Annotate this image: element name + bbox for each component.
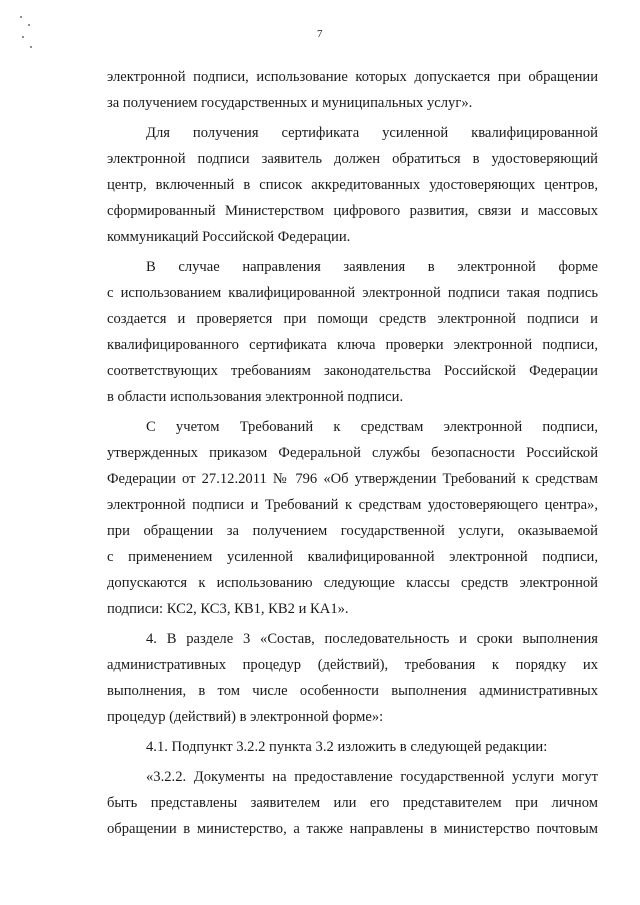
text-line: выполнения, в том числе особенности выполнения административных bbox=[107, 683, 598, 699]
text-line: Федерации от 27.12.2011 № 796 «Об утверждении Требований к средствам bbox=[107, 471, 598, 487]
paragraph bbox=[107, 764, 598, 842]
text-line: Для получения сертификата усиленной квалифицированной bbox=[146, 125, 598, 141]
text-line: обращении в министерство, а также направлены в министерство почтовым bbox=[107, 821, 598, 837]
text-line: административных процедур (действий), требования к порядку их bbox=[107, 657, 598, 673]
text-line: электронной подписи заявитель должен обратиться в удостоверяющий bbox=[107, 151, 598, 167]
text-line: в области использования электронной подписи. bbox=[107, 389, 404, 405]
text-line: утвержденных приказом Федеральной службы безопасности Российской bbox=[107, 445, 598, 461]
scan-speck bbox=[28, 24, 30, 26]
text-line: процедур (действий) в электронной форме»: bbox=[107, 709, 384, 725]
text-line: электронной подписи и Требований к средствам удостоверяющего центра», bbox=[107, 497, 598, 513]
paragraph bbox=[107, 254, 598, 410]
paragraph bbox=[107, 626, 598, 730]
text-line: 4.1. Подпункт 3.2.2 пункта 3.2 изложить в следующей редакции: bbox=[146, 739, 548, 755]
paragraph bbox=[107, 734, 598, 760]
text-line: создается и проверяется при помощи средств электронной подписи и bbox=[107, 311, 598, 327]
text-line: с использованием квалифицированной электронной подписи такая подпись bbox=[107, 285, 598, 301]
paragraph bbox=[107, 64, 598, 116]
text-line: за получением государственных и муниципальных услуг». bbox=[107, 95, 473, 111]
text-line: «3.2.2. Документы на предоставление государственной услуги могут bbox=[146, 769, 598, 785]
text-line: С учетом Требований к средствам электронной подписи, bbox=[146, 419, 598, 435]
text-line: с применением усиленной квалифицированной электронной подписи, bbox=[107, 549, 598, 565]
scan-speck bbox=[30, 46, 32, 48]
text-line: коммуникаций Российской Федерации. bbox=[107, 229, 351, 245]
text-line: центр, включенный в список аккредитованных удостоверяющих центров, bbox=[107, 177, 598, 193]
text-line: при обращении за получением государственной услуги, оказываемой bbox=[107, 523, 598, 539]
document-body bbox=[107, 64, 598, 842]
text-line: квалифицированного сертификата ключа проверки электронной подписи, bbox=[107, 337, 598, 353]
text-line: быть представлены заявителем или его представителем при личном bbox=[107, 795, 598, 811]
text-line: соответствующих требованиям законодательства Российской Федерации bbox=[107, 363, 598, 379]
text-line: сформированный Министерством цифрового развития, связи и массовых bbox=[107, 203, 598, 219]
paragraph bbox=[107, 120, 598, 250]
scan-speck bbox=[20, 16, 22, 18]
text-line: допускаются к использованию следующие классы средств электронной bbox=[107, 575, 598, 591]
text-line: В случае направления заявления в электронной форме bbox=[146, 259, 598, 275]
text-line: электронной подписи, использование которых допускается при обращении bbox=[107, 69, 598, 85]
paragraph bbox=[107, 414, 598, 622]
page-number: 7 bbox=[317, 28, 323, 40]
text-line: подписи: КС2, КС3, КВ1, КВ2 и КА1». bbox=[107, 601, 349, 617]
text-line: 4. В разделе 3 «Состав, последовательность и сроки выполнения bbox=[146, 631, 598, 647]
